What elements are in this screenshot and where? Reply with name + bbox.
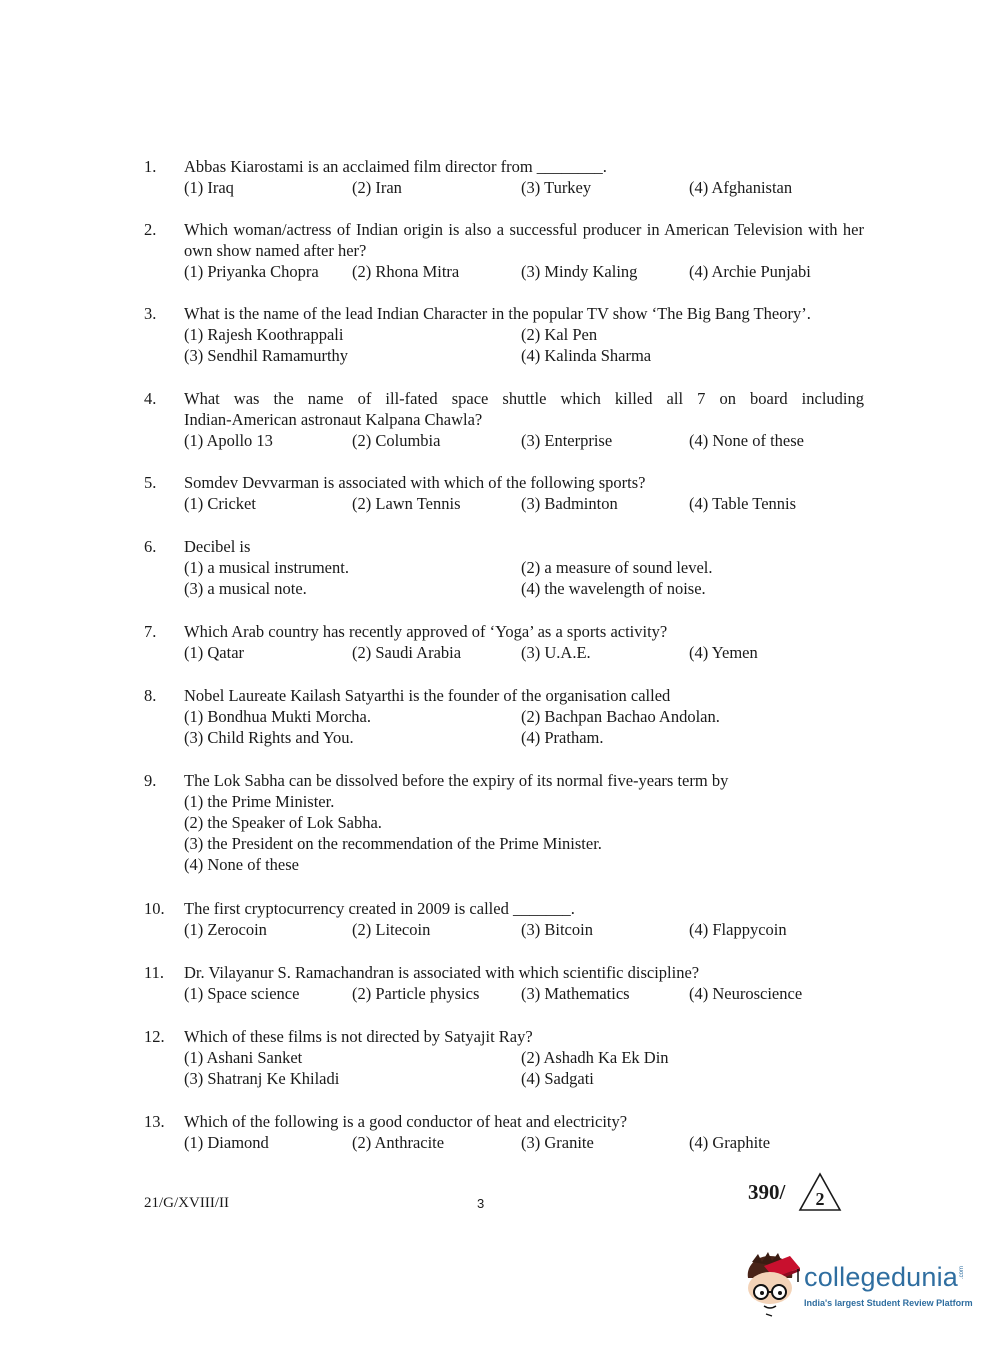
- question-number: 3.: [144, 304, 157, 323]
- question-text: Which of these films is not directed by Satyajit Ray?: [184, 1027, 533, 1046]
- question-9: [144, 770, 864, 875]
- option-2: (2) the Speaker of Lok Sabha.: [184, 813, 382, 832]
- option-4: (4) Table Tennis: [689, 494, 797, 513]
- question-7: [144, 621, 864, 663]
- option-3: (3) Bitcoin: [521, 920, 593, 939]
- option-3: (3) Shatranj Ke Khiladi: [184, 1069, 340, 1088]
- logo-wordmark: collegedunia: [804, 1262, 959, 1292]
- option-3: (3) Badminton: [521, 494, 618, 513]
- option-2: (2) Columbia: [352, 431, 441, 450]
- question-number: 11.: [144, 963, 165, 982]
- option-1: (1) the Prime Minister.: [184, 792, 335, 811]
- option-2: (2) Saudi Arabia: [352, 643, 462, 662]
- option-4: (4) Neuroscience: [689, 984, 803, 1003]
- option-4: (4) Sadgati: [521, 1069, 594, 1088]
- question-number: 13.: [144, 1112, 165, 1131]
- option-1: (1) a musical instrument.: [184, 558, 349, 577]
- question-3: [144, 303, 864, 366]
- question-11: [144, 962, 864, 1004]
- question-number: 10.: [144, 899, 165, 918]
- question-text: What is the name of the lead Indian Character in the popular TV show ‘The Big Bang Theory’.: [184, 304, 811, 323]
- option-3: (3) a musical note.: [184, 579, 307, 598]
- option-4: (4) the wavelength of noise.: [521, 579, 706, 598]
- option-3: (3) Child Rights and You.: [184, 728, 354, 747]
- question-6: [144, 536, 864, 599]
- option-2: (2) Iran: [352, 178, 402, 197]
- option-4: (4) Archie Punjabi: [689, 262, 811, 281]
- option-4: (4) None of these: [184, 855, 300, 874]
- option-3: (3) Mathematics: [521, 984, 630, 1003]
- option-4: (4) Graphite: [689, 1133, 771, 1152]
- option-1: (1) Ashani Sanket: [184, 1048, 303, 1067]
- question-4: [144, 388, 864, 451]
- option-1: (1) Rajesh Koothrappali: [184, 325, 344, 344]
- question-text: Nobel Laureate Kailash Satyarthi is the founder of the organisation called: [184, 686, 671, 705]
- set-triangle-number: 2: [815, 1189, 825, 1209]
- question-number: 2.: [144, 220, 157, 239]
- option-1: (1) Qatar: [184, 643, 245, 662]
- question-text: Which woman/actress of Indian origin is also a successful producer in American Television with her own show named after her?: [184, 220, 864, 260]
- option-3: (3) the President on the recommendation of the Prime Minister.: [184, 834, 602, 853]
- question-text: Decibel is: [184, 537, 251, 556]
- question-text-line-1: What was the name of ill-fated space shuttle which killed all 7 on board including: [184, 389, 864, 408]
- option-2: (2) Ashadh Ka Ek Din: [521, 1048, 669, 1067]
- option-2: (2) a measure of sound level.: [521, 558, 713, 577]
- paper-code: 21/G/XVIII/II: [144, 1195, 229, 1211]
- option-4: (4) Flappycoin: [689, 920, 787, 939]
- option-4: (4) Kalinda Sharma: [521, 346, 652, 365]
- question-8: [144, 685, 864, 748]
- option-3: (3) Sendhil Ramamurthy: [184, 346, 349, 365]
- option-3: (3) Granite: [521, 1133, 594, 1152]
- option-1: (1) Priyanka Chopra: [184, 262, 319, 281]
- question-10: [144, 898, 864, 940]
- option-1: (1) Zerocoin: [184, 920, 267, 939]
- option-4: (4) Afghanistan: [689, 178, 793, 197]
- question-13: [144, 1111, 864, 1153]
- question-number: 1.: [144, 157, 157, 176]
- question-text: Dr. Vilayanur S. Ramachandran is associated with which scientific discipline?: [184, 963, 700, 982]
- question-text: Abbas Kiarostami is an acclaimed film director from ________.: [184, 157, 607, 176]
- option-3: (3) Mindy Kaling: [521, 262, 638, 281]
- page-number: 3: [477, 1196, 485, 1211]
- option-3: (3) Turkey: [521, 178, 592, 197]
- question-number: 8.: [144, 686, 157, 705]
- option-2: (2) Litecoin: [352, 920, 431, 939]
- question-number: 4.: [144, 389, 157, 408]
- option-2: (2) Bachpan Bachao Andolan.: [521, 707, 720, 726]
- option-2: (2) Lawn Tennis: [352, 494, 461, 513]
- option-4: (4) Pratham.: [521, 728, 604, 747]
- question-number: 6.: [144, 537, 157, 556]
- question-text: Somdev Devvarman is associated with which of the following sports?: [184, 473, 646, 492]
- set-triangle-icon: [798, 1172, 842, 1212]
- question-text: The first cryptocurrency created in 2009 is called _______.: [184, 899, 575, 918]
- option-1: (1) Bondhua Mukti Morcha.: [184, 707, 371, 726]
- option-1: (1) Space science: [184, 984, 300, 1003]
- option-2: (2) Particle physics: [352, 984, 480, 1003]
- question-12: [144, 1026, 864, 1089]
- question-text: The Lok Sabha can be dissolved before the expiry of its normal five-years term by: [184, 771, 729, 790]
- question-number: 12.: [144, 1027, 165, 1046]
- question-text-line-2: Indian-American astronaut Kalpana Chawla?: [184, 410, 483, 429]
- question-number: 5.: [144, 473, 157, 492]
- option-1: (1) Apollo 13: [184, 431, 273, 450]
- option-3: (3) U.A.E.: [521, 643, 591, 662]
- option-1: (1) Iraq: [184, 178, 234, 197]
- option-4: (4) Yemen: [689, 643, 758, 662]
- option-2: (2) Kal Pen: [521, 325, 598, 344]
- option-4: (4) None of these: [689, 431, 805, 450]
- question-number: 9.: [144, 771, 157, 790]
- logo-tagline: India's largest Student Review Platform: [804, 1298, 973, 1308]
- option-1: (1) Cricket: [184, 494, 256, 513]
- option-2: (2) Anthracite: [352, 1133, 445, 1152]
- question-1: [144, 156, 864, 198]
- mascot-icon: [742, 1248, 802, 1318]
- set-number: 390/: [748, 1180, 786, 1204]
- question-2: [144, 219, 864, 282]
- logo-domain-suffix: .com: [959, 1266, 965, 1280]
- collegedunia-logo: [742, 1248, 973, 1318]
- option-2: (2) Rhona Mitra: [352, 262, 460, 281]
- option-3: (3) Enterprise: [521, 431, 613, 450]
- question-5: [144, 472, 864, 514]
- question-number: 7.: [144, 622, 157, 641]
- option-1: (1) Diamond: [184, 1133, 269, 1152]
- question-text: Which of the following is a good conductor of heat and electricity?: [184, 1112, 628, 1131]
- question-text: Which Arab country has recently approved of ‘Yoga’ as a sports activity?: [184, 622, 668, 641]
